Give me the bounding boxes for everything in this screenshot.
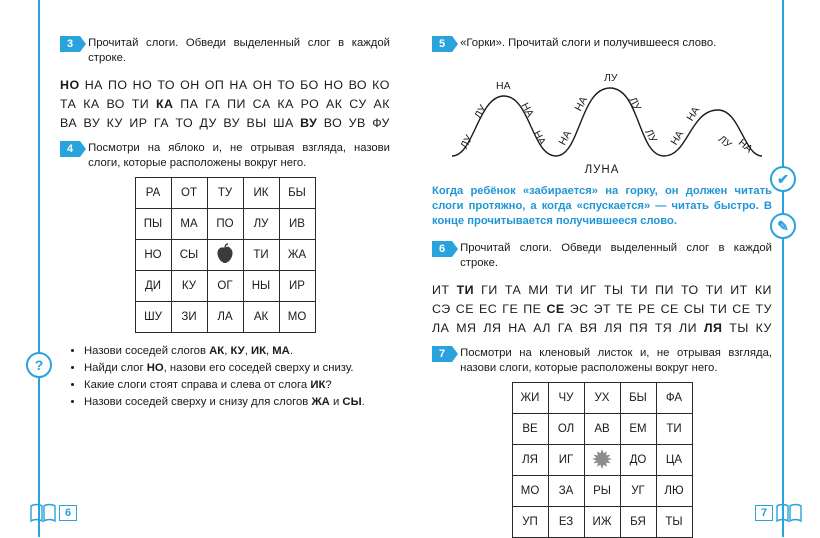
table-cell: НЫ <box>243 271 279 302</box>
syllable: РО <box>300 97 320 111</box>
syllable: АЛ <box>533 321 551 335</box>
table-row <box>135 302 315 333</box>
table-cell: ЖА <box>279 240 315 271</box>
syllable: КУ <box>755 321 772 335</box>
task-5 <box>432 36 772 52</box>
syllable: ВО <box>106 97 125 111</box>
table-cell: ЖИ <box>512 383 548 414</box>
syllable: ТА <box>504 283 522 297</box>
table-cell: ЧУ <box>548 383 584 414</box>
syllable: ВО <box>323 116 343 130</box>
syllable: РЕ <box>638 302 656 316</box>
table-row <box>135 209 315 240</box>
table-cell: ЗИ <box>171 302 207 333</box>
syllable: ША <box>273 116 294 130</box>
table-cell: ЕЗ <box>548 507 584 538</box>
table-cell: ЛА <box>207 302 243 333</box>
table-cell: ШУ <box>135 302 171 333</box>
table-cell: КУ <box>171 271 207 302</box>
syllable: КА <box>155 97 174 111</box>
table-cell: ЦА <box>656 445 692 476</box>
table-row <box>135 271 315 302</box>
syllable: ЛЯ <box>483 321 502 335</box>
question-icon-glyph: ? <box>34 357 44 373</box>
syllable: ИР <box>129 116 148 130</box>
syllable: НО <box>323 78 344 92</box>
table-cell: ПЫ <box>135 209 171 240</box>
table-cell: МА <box>171 209 207 240</box>
syllable: НО <box>60 78 80 92</box>
syllable: ТО <box>157 78 175 92</box>
syllable: БО <box>300 78 319 92</box>
syllable: УВ <box>348 116 366 130</box>
table-cell: ЛЯ <box>512 445 548 476</box>
syllable: ОН <box>180 78 200 92</box>
syllable: ВУ <box>223 116 241 130</box>
pencil-icon-glyph: ✎ <box>777 217 789 234</box>
task-4-badge: 4 <box>60 141 80 157</box>
table-cell: ПО <box>207 209 243 240</box>
syllable-row <box>432 300 772 319</box>
syllable: ИТ <box>730 283 748 297</box>
list-item: • Какие слоги стоят справа и слева от слога ИК? <box>84 377 390 394</box>
syllable: ГЕ <box>502 302 519 316</box>
syllable-row <box>60 95 390 114</box>
left-bullet-list <box>74 343 390 411</box>
syllable: НА <box>229 78 248 92</box>
syllable: ВО <box>348 78 368 92</box>
table-cell: ДИ <box>135 271 171 302</box>
apple-syllable-table <box>135 177 316 333</box>
hill-syllable: НА <box>668 128 687 148</box>
table-cell: УХ <box>584 383 620 414</box>
syllable: ЛЯ <box>703 321 723 335</box>
table-cell: НО <box>135 240 171 271</box>
table-cell: БЫ <box>620 383 656 414</box>
hills-result-word: ЛУНА <box>584 164 620 176</box>
table-cell: РЫ <box>584 476 620 507</box>
syllable: ТИ <box>705 283 724 297</box>
syllable: ВЫ <box>246 116 267 130</box>
table-cell: ЕМ <box>620 414 656 445</box>
footer-right <box>752 503 802 523</box>
table-row <box>512 445 692 476</box>
right-page-content <box>432 36 772 538</box>
left-page-content <box>60 36 390 411</box>
hill-syllable: НА <box>518 100 537 120</box>
hill-syllable: НА <box>556 128 575 148</box>
syllable: ЭС <box>569 302 589 316</box>
table-cell: ФА <box>656 383 692 414</box>
syllable-row <box>60 76 390 95</box>
syllable: ГА <box>205 97 221 111</box>
task-6 <box>432 241 772 271</box>
table-row <box>512 507 692 538</box>
syllable-row <box>60 114 390 133</box>
hill-syllable: ЛУ <box>626 95 644 113</box>
syllable: ФУ <box>372 116 390 130</box>
syllable: НО <box>132 78 153 92</box>
table-cell: УГ <box>620 476 656 507</box>
table-cell: ЛУ <box>243 209 279 240</box>
syllable: МЯ <box>456 321 477 335</box>
syllable: ЛЯ <box>604 321 623 335</box>
table-cell: ЛЮ <box>656 476 692 507</box>
syllable: МИ <box>528 283 549 297</box>
syllable: КИ <box>754 283 772 297</box>
maple-leaf-icon <box>584 445 620 476</box>
syllable: ВУ <box>83 116 101 130</box>
blue-note-text: Когда ребёнок «забирается» на горку, он должен читать слоги протяжно, а когда «спускается» — читать быстро. В конце прочитывается получившееся слово. <box>432 185 772 227</box>
left-vertical-rule <box>38 0 40 537</box>
table-cell: ИЖ <box>584 507 620 538</box>
book-icon <box>776 503 802 523</box>
syllable: КА <box>277 97 294 111</box>
book-icon <box>30 503 56 523</box>
syllable: СЭ <box>432 302 451 316</box>
table-cell: МО <box>279 302 315 333</box>
table-row <box>512 383 692 414</box>
table-row <box>512 476 692 507</box>
table-cell: РА <box>135 178 171 209</box>
syllable: ТА <box>60 97 77 111</box>
check-icon <box>770 166 796 192</box>
syllable: ТИ <box>555 283 574 297</box>
task-3 <box>60 36 390 66</box>
leaf-syllable-table <box>512 382 693 538</box>
syllable: ТО <box>175 116 194 130</box>
table-cell: ОТ <box>171 178 207 209</box>
task-5-text: «Горки». Прочитай слоги и получившееся слово. <box>460 37 717 49</box>
table-cell: ОГ <box>207 271 243 302</box>
syllable: КО <box>372 78 390 92</box>
syllable: ПЕ <box>523 302 542 316</box>
hill-syllable: ЛУ <box>604 72 618 84</box>
syllable: ВЯ <box>579 321 598 335</box>
syllable: ТО <box>680 283 699 297</box>
task-3-text: Прочитай слоги. Обведи выделенный слог в каждой строке. <box>88 37 390 64</box>
syllable: ТИ <box>709 302 728 316</box>
page-number-left: 6 <box>59 505 77 521</box>
syllable: ГА <box>557 321 573 335</box>
syllable: ПЯ <box>629 321 649 335</box>
question-icon <box>26 352 52 378</box>
table-cell: МО <box>512 476 548 507</box>
list-item: • Найди слог НО, назови его соседей сверху и снизу. <box>84 360 390 377</box>
table-row <box>135 240 315 271</box>
syllable: КУ <box>106 116 123 130</box>
apple-icon <box>207 240 243 271</box>
syllable: ГИ <box>481 283 498 297</box>
syllable: НА <box>84 78 103 92</box>
syllable: КА <box>83 97 100 111</box>
table-cell: АВ <box>584 414 620 445</box>
syllable: ТИ <box>456 283 475 297</box>
hill-syllable: НА <box>735 136 755 156</box>
task-6-badge: 6 <box>432 241 452 257</box>
syllable: НА <box>508 321 527 335</box>
syllable: ПИ <box>655 283 674 297</box>
task-7-badge: 7 <box>432 346 452 362</box>
syllable: ТЫ <box>603 283 624 297</box>
hill-syllable: НА <box>496 80 511 92</box>
syllable: ЭТ <box>593 302 612 316</box>
task-3-badge: 3 <box>60 36 80 52</box>
task-5-badge: 5 <box>432 36 452 52</box>
syllable: ЛИ <box>678 321 698 335</box>
syllable: ТО <box>277 78 296 92</box>
syllable: ИГ <box>580 283 597 297</box>
syllable: СЕ <box>455 302 474 316</box>
right-vertical-rule <box>782 0 784 537</box>
syllable: СЕ <box>660 302 679 316</box>
table-row <box>135 178 315 209</box>
hill-syllable: ЛУ <box>472 103 490 121</box>
syllable: ЛА <box>432 321 450 335</box>
syllable: ВА <box>60 116 78 130</box>
task-7 <box>432 346 772 376</box>
table-cell: УП <box>512 507 548 538</box>
hills-figure <box>432 58 772 168</box>
hill-syllable: НА <box>530 128 549 148</box>
syllable: ТЯ <box>654 321 673 335</box>
syllable: СА <box>252 97 271 111</box>
table-cell: ВЕ <box>512 414 548 445</box>
table-cell: ИР <box>279 271 315 302</box>
syllable: СЕ <box>732 302 751 316</box>
hill-syllable: ЛУ <box>715 133 734 151</box>
syllable: СЫ <box>683 302 705 316</box>
footer-left <box>30 503 80 523</box>
pencil-icon <box>770 213 796 239</box>
syllable: СЕ <box>546 302 565 316</box>
table-cell: ТУ <box>207 178 243 209</box>
table-cell: ИВ <box>279 209 315 240</box>
syllable: ГА <box>153 116 170 130</box>
list-item: • Назови соседей слогов АК, КУ, ИК, МА. <box>84 343 390 360</box>
table-cell: СЫ <box>171 240 207 271</box>
table-cell: ИК <box>243 178 279 209</box>
syllable: СУ <box>349 97 367 111</box>
syllable: ТИ <box>630 283 649 297</box>
syllable: ИТ <box>432 283 450 297</box>
hill-syllable: ЛУ <box>642 127 660 145</box>
left-syllable-block <box>60 76 390 133</box>
task-6-text: Прочитай слоги. Обведи выделенный слог в каждой строке. <box>460 242 772 269</box>
syllable: ОП <box>204 78 225 92</box>
page-number-right: 7 <box>755 505 773 521</box>
hill-syllable: ЛУ <box>458 133 476 151</box>
table-cell: ТЫ <box>656 507 692 538</box>
table-cell: БЫ <box>279 178 315 209</box>
syllable: ВУ <box>300 116 318 130</box>
table-cell: ЗА <box>548 476 584 507</box>
task-4 <box>60 141 390 171</box>
list-item: • Назови соседей сверху и снизу для слогов ЖА и СЫ. <box>84 394 390 411</box>
syllable-row <box>432 281 772 300</box>
syllable: ТЫ <box>729 321 749 335</box>
table-row <box>512 414 692 445</box>
syllable: ДУ <box>199 116 217 130</box>
check-icon-glyph: ✔ <box>777 170 789 187</box>
syllable: ПИ <box>227 97 246 111</box>
syllable: ПО <box>108 78 128 92</box>
syllable: АК <box>373 97 390 111</box>
table-cell: ОЛ <box>548 414 584 445</box>
task-7-text: Посмотри на кленовый листок и, не отрывая взгляда, назови слоги, которые расположены вокруг него. <box>460 347 772 374</box>
table-cell: ИГ <box>548 445 584 476</box>
table-cell: ТИ <box>656 414 692 445</box>
syllable: АК <box>326 97 343 111</box>
table-cell: АК <box>243 302 279 333</box>
syllable: ОН <box>252 78 273 92</box>
task-4-text: Посмотри на яблоко и, не отрывая взгляда, назови слоги, которые расположены вокруг него. <box>88 142 390 169</box>
syllable: ЕС <box>479 302 498 316</box>
right-syllable-block <box>432 281 772 338</box>
syllable: ТУ <box>755 302 772 316</box>
syllable: ПА <box>180 97 199 111</box>
syllable-row <box>432 319 772 338</box>
table-cell: БЯ <box>620 507 656 538</box>
table-cell: ТИ <box>243 240 279 271</box>
hill-syllable: НА <box>684 104 703 124</box>
syllable: ТЕ <box>616 302 633 316</box>
syllable: ТИ <box>131 97 150 111</box>
hill-syllable: НА <box>572 94 591 114</box>
table-cell: ДО <box>620 445 656 476</box>
